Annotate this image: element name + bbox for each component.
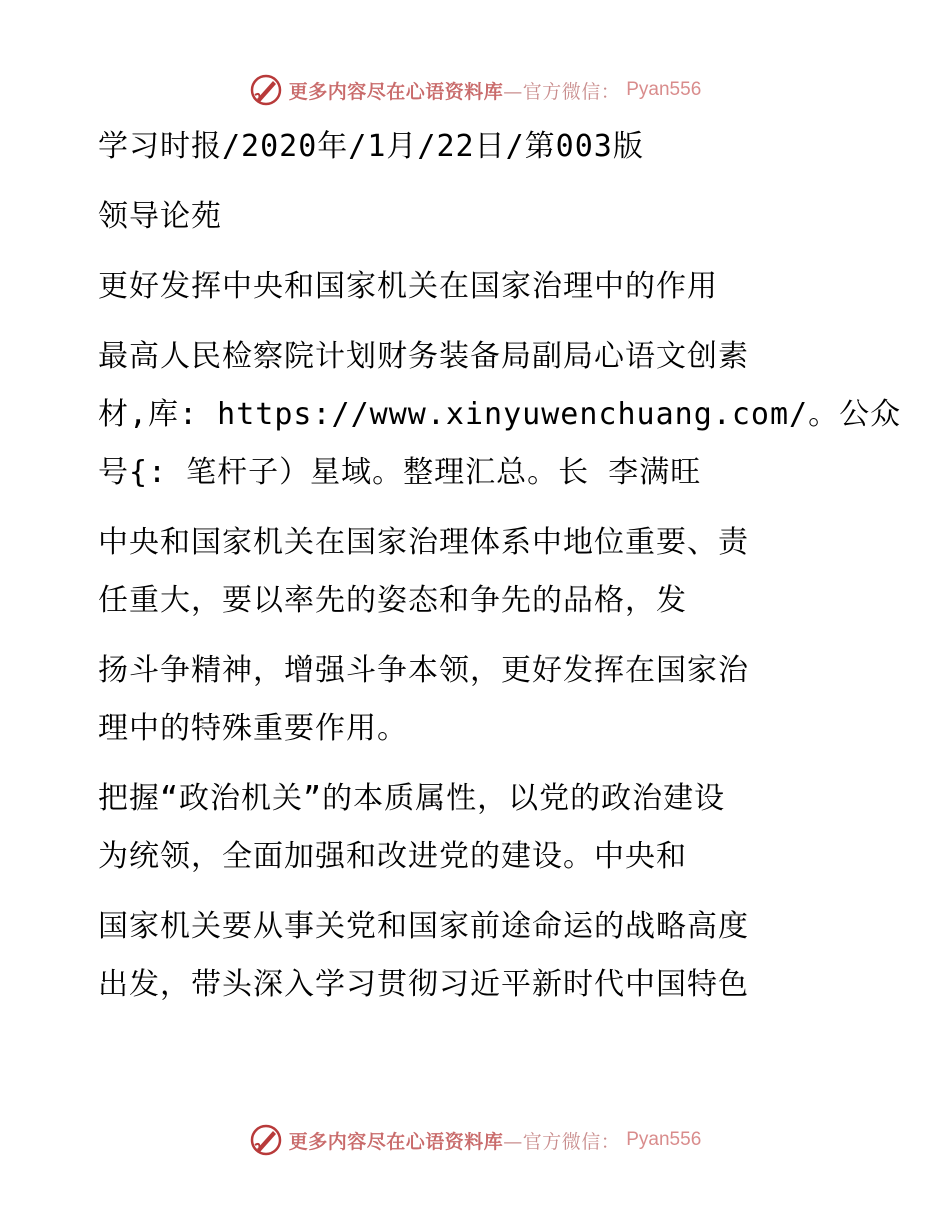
quill-seal-logo-icon — [249, 1123, 283, 1157]
doc-line-byline-2: 材,库: https://www.xinyuwenchuang.com/。公众 — [98, 397, 902, 432]
quill-seal-logo-icon — [249, 73, 283, 107]
doc-line-para1-1: 中央和国家机关在国家治理体系中地位重要、责 — [98, 525, 749, 560]
banner-wechat-id: Pyan556 — [626, 79, 702, 100]
banner-separator-text: —官方微信： — [503, 80, 621, 103]
doc-line-byline-1: 最高人民检察院计划财务装备局副局心语文创素 — [98, 339, 749, 374]
doc-line-section: 领导论苑 — [98, 199, 222, 234]
banner-text — [289, 1127, 621, 1154]
doc-line-para3-2: 为统领，全面加强和改进党的建设。中央和 — [98, 839, 687, 874]
doc-line-byline-3: 号{: 笔杆子）星域。整理汇总。长 李满旺 — [98, 455, 702, 490]
banner-text — [289, 77, 621, 104]
footer-watermark-banner — [0, 1118, 950, 1162]
header-watermark-banner — [0, 68, 950, 112]
doc-line-para4-2: 出发，带头深入学习贯彻习近平新时代中国特色 — [98, 967, 749, 1002]
banner-content — [249, 73, 702, 107]
doc-line-para4-1: 国家机关要从事关党和国家前途命运的战略高度 — [98, 909, 749, 944]
doc-line-headline: 更好发挥中央和国家机关在国家治理中的作用 — [98, 269, 718, 304]
banner-content — [249, 1123, 702, 1157]
doc-line-para2-2: 理中的特殊重要作用。 — [98, 711, 408, 746]
doc-line-para2-1: 扬斗争精神，增强斗争本领，更好发挥在国家治 — [98, 653, 749, 688]
banner-main-text: 更多内容尽在心语资料库 — [288, 80, 504, 103]
doc-line-para3-1: 把握“政治机关”的本质属性，以党的政治建设 — [98, 781, 726, 816]
banner-separator-text: —官方微信： — [503, 1130, 621, 1153]
banner-main-text: 更多内容尽在心语资料库 — [288, 1130, 504, 1153]
document-body — [98, 118, 902, 1014]
doc-line-source: 学习时报/2020年/1月/22日/第003版 — [98, 129, 644, 164]
doc-line-para1-2: 任重大，要以率先的姿态和争先的品格，发 — [98, 583, 687, 618]
banner-wechat-id: Pyan556 — [626, 1129, 702, 1150]
